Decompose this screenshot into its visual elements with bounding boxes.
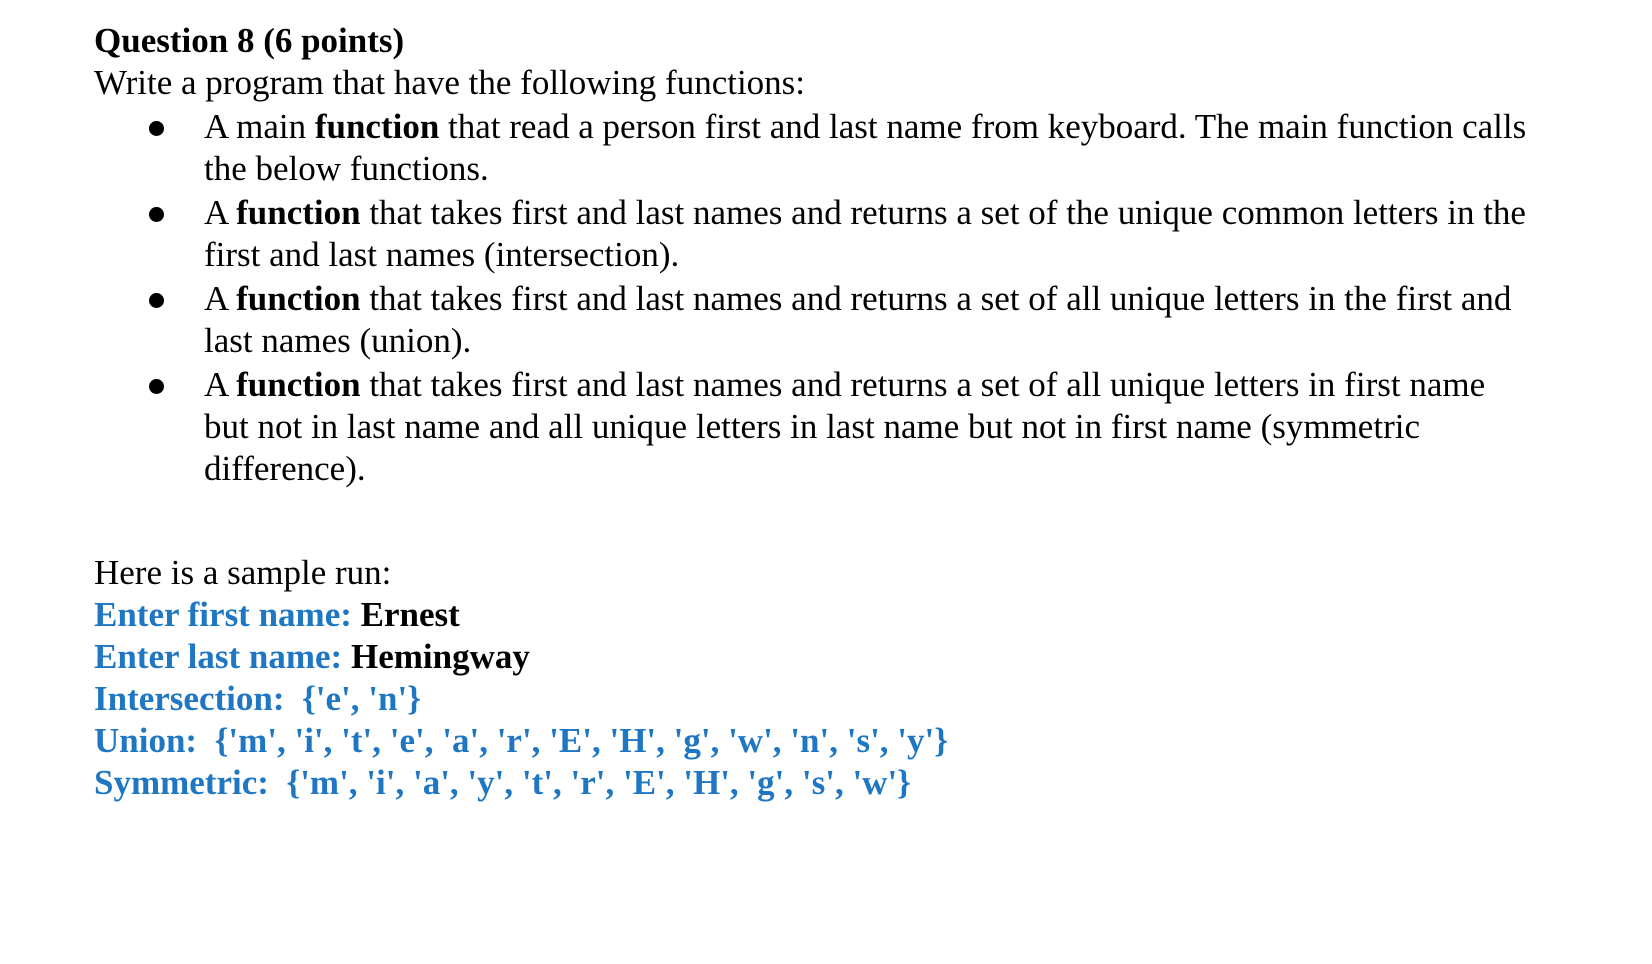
first-name-value: Ernest (360, 595, 460, 634)
intersection-output: Intersection: {'e', 'n'} (94, 679, 421, 718)
list-item (94, 364, 1534, 490)
list-item (94, 106, 1534, 190)
bullet-prefix: A main (204, 107, 315, 146)
bullet-dot-icon (149, 207, 164, 222)
bullet-text: that takes first and last names and returns a set of the unique common letters in the first and last names (intersection). (204, 193, 1526, 274)
list-item (94, 278, 1534, 362)
sample-heading: Here is a sample run: (94, 553, 392, 592)
list-item (94, 192, 1534, 276)
bullet-bold-word: function (236, 193, 361, 232)
requirements-list (94, 106, 1534, 490)
bullet-prefix: A (204, 193, 237, 232)
last-name-prompt: Enter last name: (94, 637, 351, 676)
bullet-dot-icon (149, 121, 164, 136)
last-name-line (94, 636, 1534, 678)
bullet-prefix: A (204, 365, 237, 404)
symmetric-output: Symmetric: {'m', 'i', 'a', 'y', 't', 'r', 'E', 'H', 'g', 's', 'w'} (94, 763, 911, 802)
bullet-dot-icon (149, 379, 164, 394)
bullet-bold-word: function (314, 107, 440, 146)
bullet-prefix: A (204, 279, 237, 318)
bullet-text: that takes first and last names and returns a set of all unique letters in the first and last names (union). (204, 279, 1512, 360)
last-name-value: Hemingway (350, 637, 530, 676)
first-name-line (94, 594, 1534, 636)
union-output: Union: {'m', 'i', 't', 'e', 'a', 'r', 'E', 'H', 'g', 'w', 'n', 's', 'y'} (94, 721, 949, 760)
first-name-prompt: Enter first name: (94, 595, 361, 634)
bullet-dot-icon (149, 293, 164, 308)
question-title: Question 8 (6 points) (94, 21, 405, 60)
bullet-text: that takes first and last names and returns a set of all unique letters in first name but not in last name and all unique letters in last name but not in first name (symmetric difference). (204, 365, 1486, 488)
bullet-bold-word: function (236, 279, 361, 318)
question-intro: Write a program that have the following functions: (94, 63, 806, 102)
document-body (94, 20, 1534, 804)
sample-run (94, 552, 1534, 804)
bullet-bold-word: function (236, 365, 361, 404)
bullet-text: that read a person first and last name from keyboard. The main function calls the below functions. (204, 107, 1527, 188)
